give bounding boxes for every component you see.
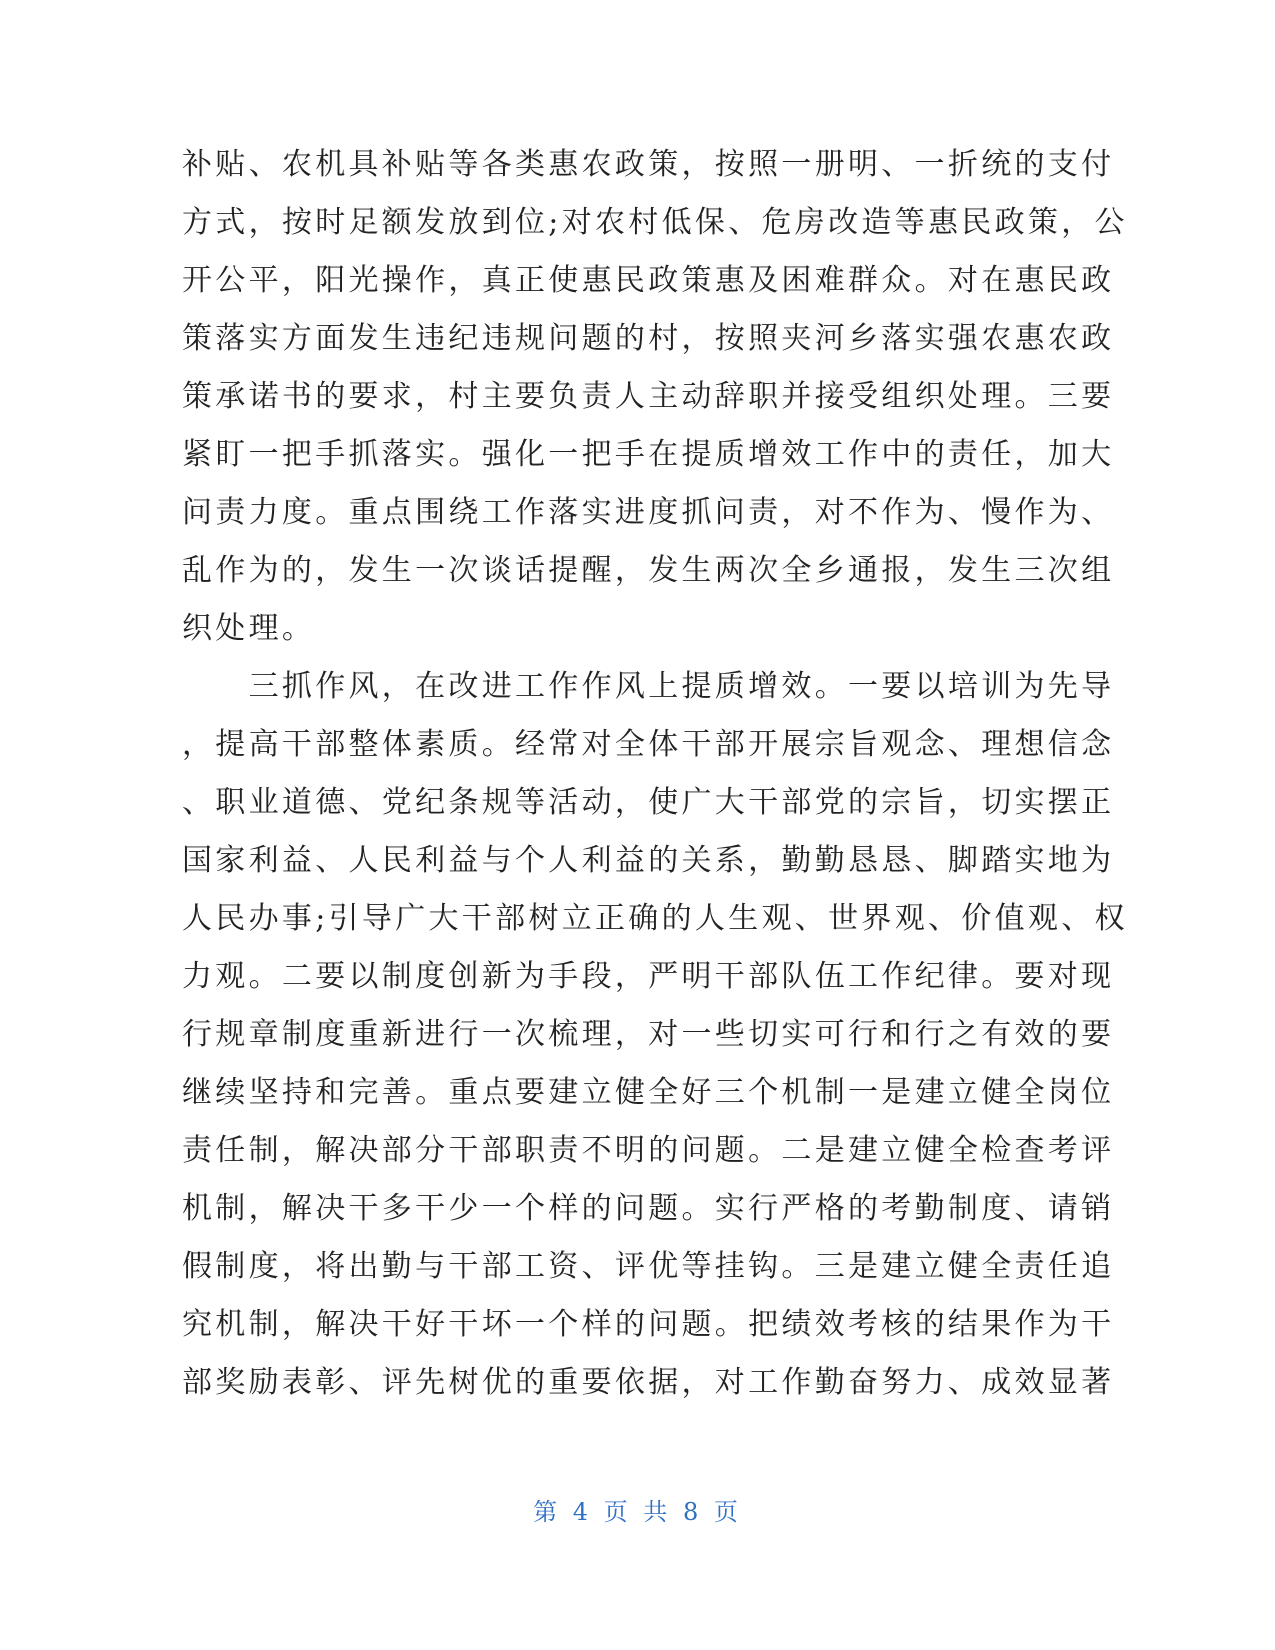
text-line: 假制度，将出勤与干部工资、评优等挂钩。三是建立健全责任追	[182, 1249, 1115, 1284]
text-line: 行规章制度重新进行一次梳理，对一些切实可行和行之有效的要	[182, 1017, 1115, 1052]
text-line: 人民办事;引导广大干部树立正确的人生观、世界观、价值观、权	[182, 901, 1128, 936]
text-line: 继续坚持和完善。重点要建立健全好三个机制一是建立健全岗位	[182, 1075, 1115, 1110]
paragraph-start-line: 三抓作风，在改进工作作风上提质增效。一要以培训为先导	[182, 669, 1115, 704]
text-line: 策落实方面发生违纪违规问题的村，按照夹河乡落实强农惠农政	[182, 321, 1115, 356]
page-number-footer: 第 4 页 共 8 页	[533, 1498, 742, 1526]
text-line: 开公平，阳光操作，真正使惠民政策惠及困难群众。对在惠民政	[182, 263, 1115, 298]
text-line: 方式，按时足额发放到位;对农村低保、危房改造等惠民政策，公	[182, 205, 1128, 240]
text-line: ，提高干部整体素质。经常对全体干部开展宗旨观念、理想信念	[182, 727, 1115, 762]
text-line: 、职业道德、党纪条规等活动，使广大干部党的宗旨，切实摆正	[182, 785, 1115, 820]
text-line: 究机制，解决干好干坏一个样的问题。把绩效考核的结果作为干	[182, 1307, 1115, 1342]
text-line: 部奖励表彰、评先树优的重要依据，对工作勤奋努力、成效显著	[182, 1365, 1115, 1400]
text-line: 力观。二要以制度创新为手段，严明干部队伍工作纪律。要对现	[182, 959, 1115, 994]
text-line: 乱作为的，发生一次谈话提醒，发生两次全乡通报，发生三次组	[182, 553, 1115, 588]
document-body	[182, 136, 1128, 1412]
text-line: 织处理。	[182, 611, 316, 646]
text-line: 机制，解决干多干少一个样的问题。实行严格的考勤制度、请销	[182, 1191, 1115, 1226]
text-line: 问责力度。重点围绕工作落实进度抓问责，对不作为、慢作为、	[182, 495, 1115, 530]
text-line: 补贴、农机具补贴等各类惠农政策，按照一册明、一折统的支付	[182, 147, 1115, 182]
text-line: 责任制，解决部分干部职责不明的问题。二是建立健全检查考评	[182, 1133, 1115, 1168]
text-line: 国家利益、人民利益与个人利益的关系，勤勤恳恳、脚踏实地为	[182, 843, 1115, 878]
text-line: 策承诺书的要求，村主要负责人主动辞职并接受组织处理。三要	[182, 379, 1115, 414]
text-line: 紧盯一把手抓落实。强化一把手在提质增效工作中的责任，加大	[182, 437, 1115, 472]
